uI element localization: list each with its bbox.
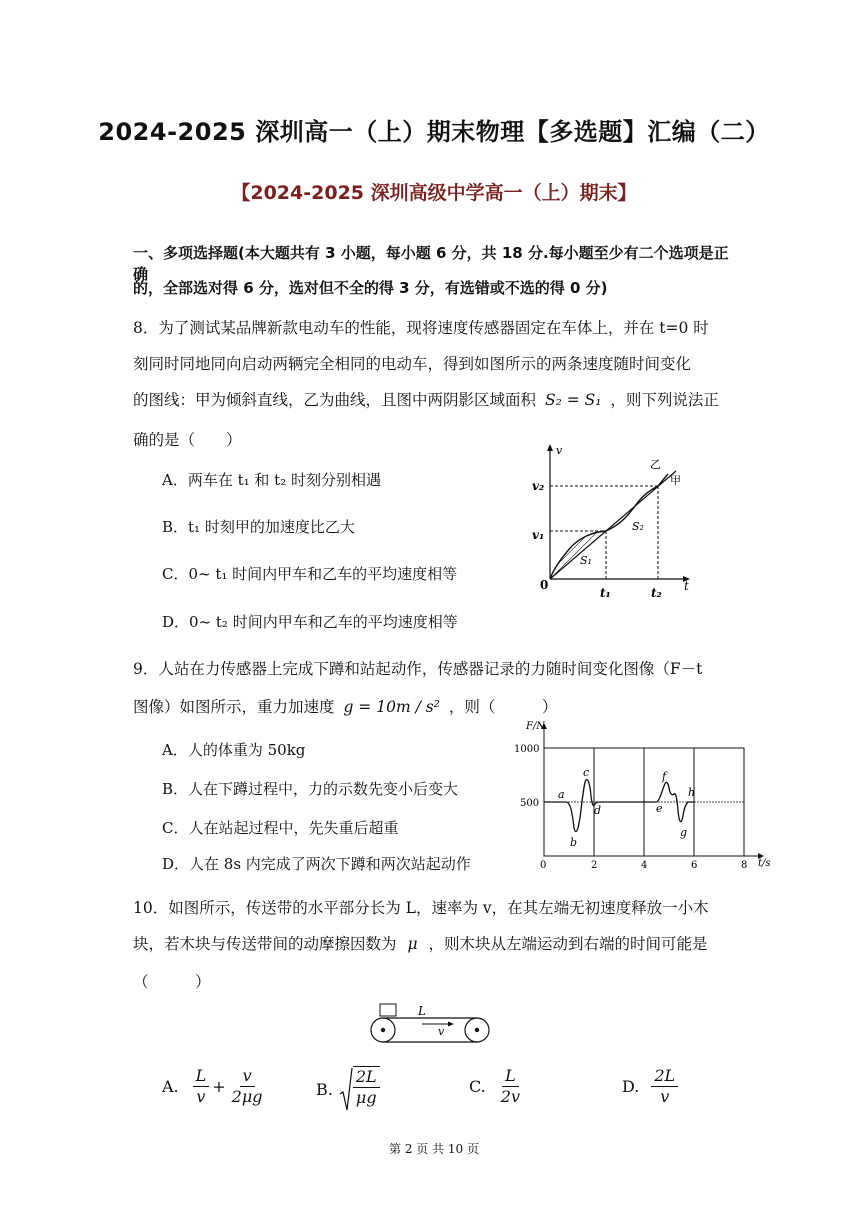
q10-option-d-label: D. bbox=[622, 1077, 640, 1096]
q10-option-d[interactable] bbox=[622, 1066, 678, 1107]
q9-xtick-8: 8 bbox=[741, 860, 748, 870]
q9-point-h: h bbox=[688, 786, 696, 799]
q10-label-v: v bbox=[438, 1025, 445, 1038]
q10-option-c[interactable] bbox=[469, 1066, 523, 1107]
q8-label-origin: 0 bbox=[540, 578, 549, 592]
q10-d-num: 2L bbox=[651, 1066, 678, 1087]
q10-mu: μ bbox=[407, 935, 418, 953]
q10-option-a-frac2 bbox=[229, 1066, 266, 1107]
q10-c-num: L bbox=[502, 1066, 519, 1087]
q8-label-s2: S₂ bbox=[632, 520, 644, 533]
q8-line1: 8．为了测试某品牌新款电动车的性能，现将速度传感器固定在车体上，并在 t=0 时 bbox=[133, 319, 709, 337]
q9-force-time-graph bbox=[506, 718, 774, 870]
q9-option-b[interactable]: B．人在下蹲过程中，力的示数先变小后变大 bbox=[162, 780, 459, 798]
q8-line4: 确的是（ ） bbox=[133, 431, 242, 449]
page-footer: 第 2 页 共 10 页 bbox=[389, 1142, 479, 1156]
q8-line3-end: ，则下列说法正 bbox=[610, 391, 719, 409]
q10-option-b-label: B. bbox=[316, 1079, 333, 1099]
q10-sqrt-sign bbox=[339, 1066, 353, 1112]
q10-a-plus: + bbox=[212, 1077, 226, 1096]
q8-option-c[interactable]: C．0~ t₁ 时间内甲车和乙车的平均速度相等 bbox=[162, 565, 458, 583]
q10-option-d-frac bbox=[651, 1066, 678, 1107]
q10-c-den: 2v bbox=[500, 1087, 520, 1106]
q8-label-v1: v₁ bbox=[532, 528, 545, 542]
q10-label-L: L bbox=[418, 1004, 426, 1018]
q10-conveyor-belt-diagram bbox=[366, 1000, 496, 1050]
q10-option-b-frac bbox=[353, 1066, 380, 1108]
q10-option-a[interactable] bbox=[162, 1066, 266, 1107]
q10-b-den: μg bbox=[355, 1088, 377, 1107]
q10-velocity-arrowhead bbox=[448, 1022, 454, 1027]
q10-a-num1: L bbox=[193, 1066, 210, 1087]
q9-line2-end: ，则（ ） bbox=[448, 698, 558, 716]
q9-xtick-0: 0 bbox=[540, 860, 547, 870]
q10-option-a-frac1 bbox=[193, 1066, 210, 1107]
q10-a-num2: v bbox=[240, 1066, 255, 1087]
q10-line3: （ ） bbox=[133, 973, 211, 991]
section-instructions-line2: 的，全部选对得 6 分，选对但不全的得 3 分，有选错或不选的得 0 分) bbox=[133, 279, 608, 297]
q10-wooden-block bbox=[380, 1004, 396, 1016]
q10-line2 bbox=[133, 932, 707, 954]
q8-velocity-time-graph bbox=[526, 440, 696, 605]
q9-xtick-2: 2 bbox=[591, 860, 598, 870]
q8-line3 bbox=[133, 388, 719, 410]
q8-option-b[interactable]: B．t₁ 时刻甲的加速度比乙大 bbox=[162, 518, 355, 536]
section-instructions-line1: 一、多项选择题(本大题共有 3 小题，每小题 6 分，共 18 分.每小题至少有二个选项是正确 bbox=[133, 244, 729, 283]
q9-point-e: e bbox=[656, 802, 663, 815]
q8-label-t: t bbox=[684, 579, 689, 593]
q9-label-t: t/s bbox=[758, 858, 771, 869]
q9-option-a[interactable]: A．人的体重为 50kg bbox=[162, 741, 306, 759]
q8-option-a[interactable]: A．两车在 t₁ 和 t₂ 时刻分别相遇 bbox=[162, 471, 381, 489]
q8-label-v: v bbox=[556, 444, 563, 457]
q10-option-c-label: C. bbox=[469, 1077, 486, 1096]
q9-point-a: a bbox=[558, 788, 565, 801]
q8-label-t2: t₂ bbox=[651, 586, 662, 600]
q9-formula: g = 10m / s² bbox=[343, 698, 440, 716]
q8-option-d[interactable]: D．0~ t₂ 时间内甲车和乙车的平均速度相等 bbox=[162, 613, 458, 631]
q9-ytick-1000: 1000 bbox=[514, 744, 540, 755]
page-title: 2024-2025 深圳高一（上）期末物理【多选题】汇编（二） bbox=[98, 118, 770, 146]
q10-line2-text: 块，若木块与传送带间的动摩擦因数为 bbox=[133, 935, 397, 953]
q8-label-jia: 甲 bbox=[670, 474, 681, 487]
q9-label-f: F/N bbox=[526, 721, 546, 732]
q9-line2 bbox=[133, 695, 557, 717]
q10-option-a-label: A. bbox=[162, 1077, 179, 1096]
q9-xtick-6: 6 bbox=[691, 860, 698, 870]
q8-label-t1: t₁ bbox=[600, 586, 611, 600]
q10-a-den1: v bbox=[196, 1087, 206, 1106]
q8-line3-text: 的图线：甲为倾斜直线，乙为曲线，且图中两阴影区域面积 bbox=[133, 391, 537, 409]
q10-left-axle bbox=[381, 1028, 385, 1032]
q9-point-b: b bbox=[570, 836, 578, 849]
q10-d-den: v bbox=[660, 1087, 670, 1106]
q9-force-curve bbox=[544, 780, 694, 832]
q10-option-b[interactable] bbox=[316, 1066, 380, 1112]
q8-formula: S₂ = S₁ bbox=[544, 391, 602, 409]
q10-line1: 10．如图所示，传送带的水平部分长为 L，速率为 v，在其左端无初速度释放一小木 bbox=[133, 899, 709, 917]
q10-line2-end: ，则木块从左端运动到右端的时间可能是 bbox=[428, 935, 708, 953]
q9-ytick-500: 500 bbox=[520, 798, 540, 809]
q9-point-f: f bbox=[662, 770, 667, 783]
q10-a-den2: 2μg bbox=[231, 1087, 263, 1106]
q9-line1: 9．人站在力传感器上完成下蹲和站起动作，传感器记录的力随时间变化图像（F－t bbox=[133, 660, 703, 678]
q8-line2: 刻同时同地同向启动两辆完全相同的电动车，得到如图所示的两条速度随时间变化 bbox=[133, 355, 692, 373]
q8-axis-v-arrow bbox=[547, 444, 553, 451]
q10-option-c-frac bbox=[498, 1066, 523, 1107]
q10-b-num: 2L bbox=[353, 1067, 380, 1088]
q9-xtick-4: 4 bbox=[641, 860, 648, 870]
q8-label-s1: S₁ bbox=[580, 554, 592, 567]
q9-option-c[interactable]: C．人在站起过程中，先失重后超重 bbox=[162, 819, 399, 837]
q8-label-v2: v₂ bbox=[532, 479, 545, 493]
q9-option-d[interactable]: D．人在 8s 内完成了两次下蹲和两次站起动作 bbox=[162, 855, 471, 873]
q9-point-d: d bbox=[594, 804, 602, 817]
q9-point-c: c bbox=[583, 766, 590, 779]
q9-point-g: g bbox=[680, 826, 688, 839]
q10-right-axle bbox=[475, 1028, 479, 1032]
q9-line2-text: 图像）如图所示，重力加速度 bbox=[133, 698, 335, 716]
q8-label-yi: 乙 bbox=[650, 458, 661, 471]
section-source-title: 【2024-2025 深圳高级中学高一（上）期末】 bbox=[231, 182, 637, 204]
